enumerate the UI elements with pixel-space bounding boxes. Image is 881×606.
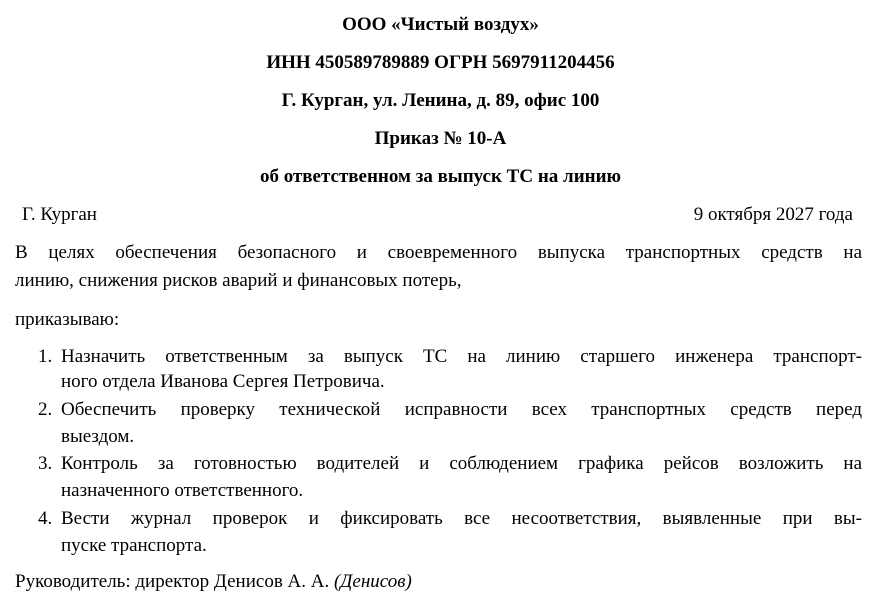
company-requisites: ИНН 450589789889 ОГРН 5697911204456	[266, 52, 615, 73]
item-text: Вести журнал проверок и фиксировать все несоответствия, выявленные при вы-	[61, 508, 862, 529]
signature-text: Руководитель: директор Денисов А. А.	[15, 571, 330, 592]
preamble-line: В целях обеспечения безопасного и своевременного выпуска транспортных средств на	[15, 242, 862, 263]
item-text: назначенного ответственного.	[61, 480, 304, 501]
item-number: 4.	[38, 508, 53, 529]
item-number: 1.	[38, 346, 53, 367]
item-text: Назначить ответственным за выпуск ТС на линию старшего инженера транспорт-	[61, 346, 862, 367]
item-text: ного отдела Иванова Сергея Петровича.	[61, 371, 385, 392]
handwritten-signature: (Денисов)	[333, 571, 412, 592]
place: Г. Курган	[22, 204, 97, 225]
item-text: Контроль за готовностью водителей и соблюдением графика рейсов возложить на	[61, 453, 862, 474]
preamble-line: линию, снижения рисков аварий и финансовых потерь,	[15, 270, 462, 291]
order-word: приказываю:	[15, 309, 120, 330]
signature-line	[15, 570, 412, 594]
item-number: 2.	[38, 399, 53, 420]
order-subject: об ответственном за выпуск ТС на линию	[259, 166, 622, 187]
item-text: пуске транспорта.	[61, 535, 207, 556]
order-number: Приказ № 10-А	[374, 128, 507, 149]
item-text: выездом.	[61, 426, 135, 447]
item-text: Обеспечить проверку технической исправности всех транспортных средств перед	[61, 399, 862, 420]
item-number: 3.	[38, 453, 53, 474]
date: 9 октября 2027 года	[693, 204, 853, 225]
company-address: Г. Курган, ул. Ленина, д. 89, офис 100	[281, 90, 600, 111]
company-name: ООО «Чистый воздух»	[342, 14, 539, 35]
